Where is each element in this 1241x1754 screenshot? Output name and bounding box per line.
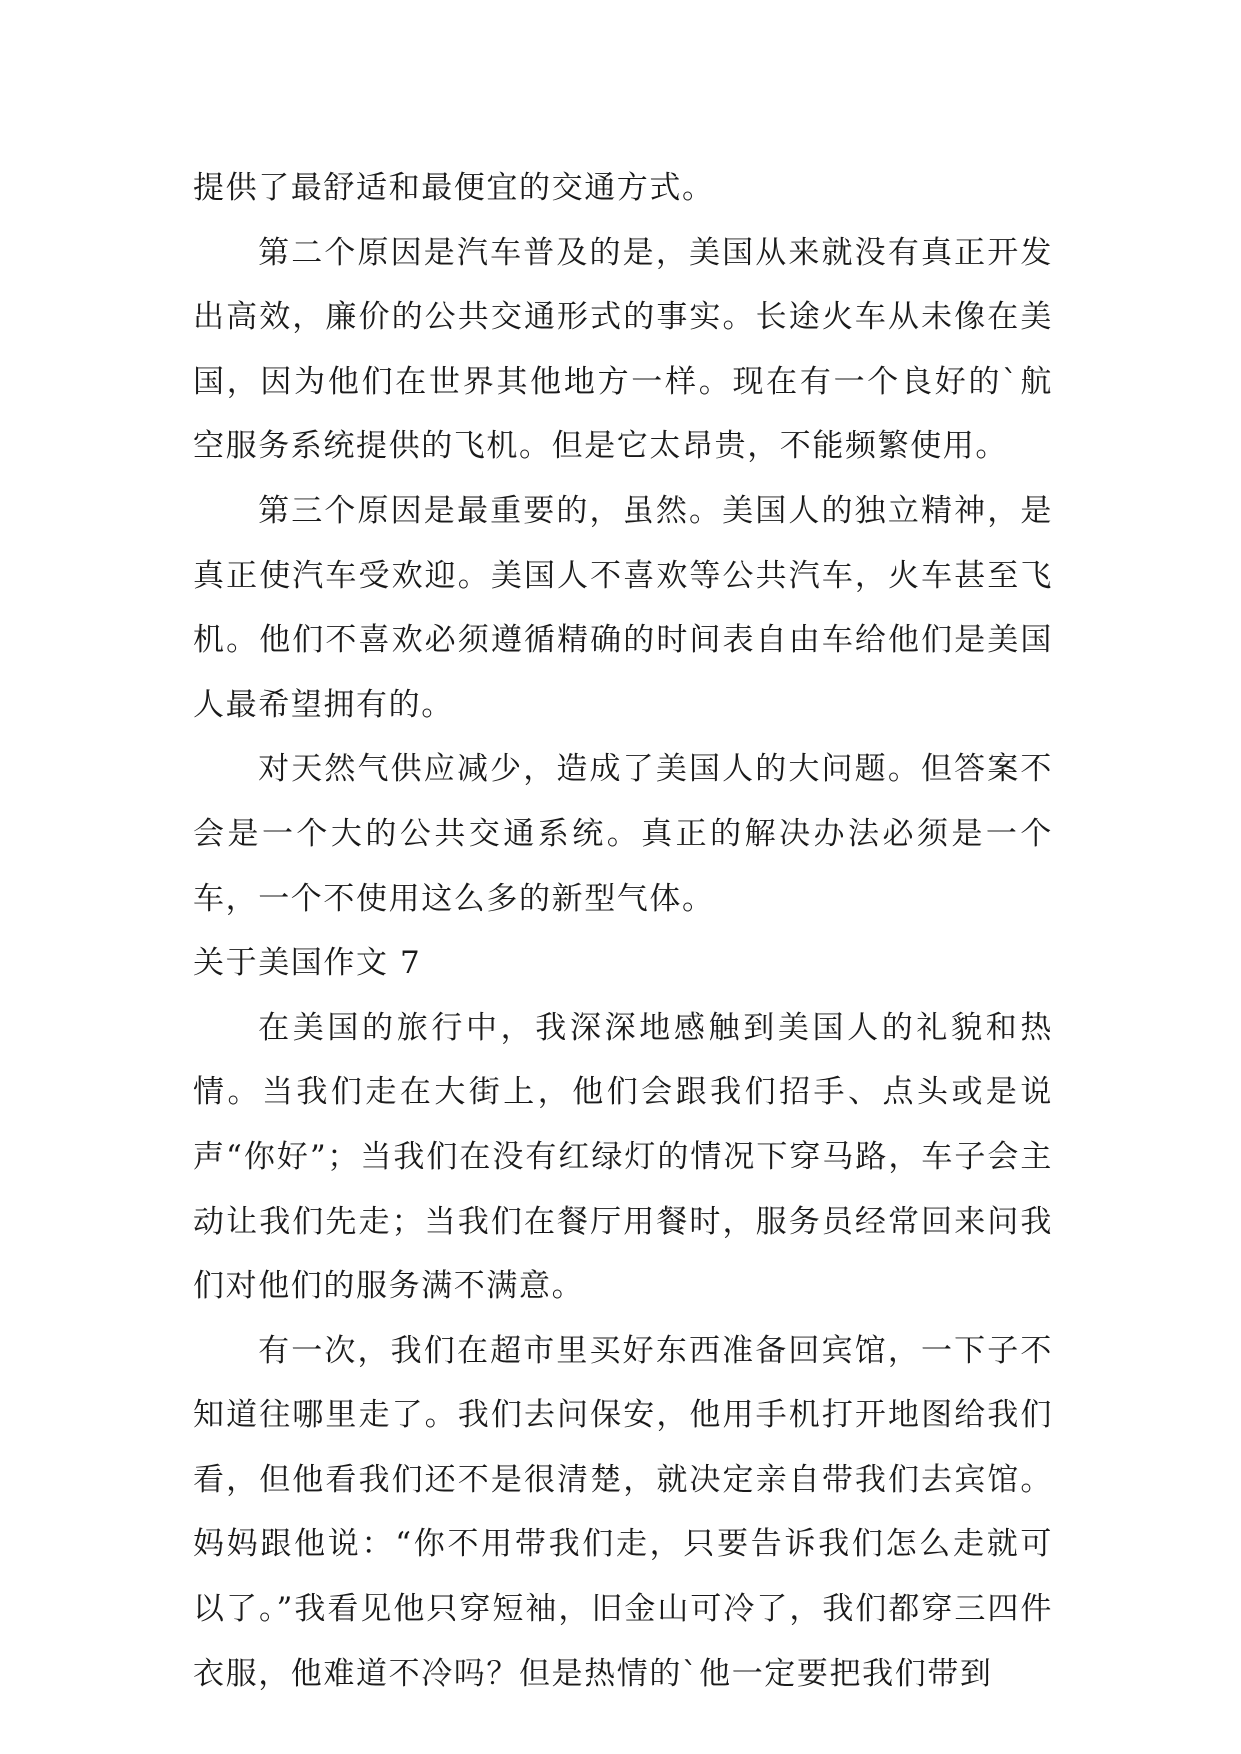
section-heading: 关于美国作文 7 xyxy=(193,945,422,982)
paragraph: 提供了最舒适和最便宜的交通方式。 xyxy=(193,170,715,206)
paragraph: 第三个原因是最重要的，虽然。美国人的独立精神，是真正使汽车受欢迎。美国人不喜欢等公共汽车，火车甚至飞机。他们不喜欢必须遵循精确的时间表自由车给他们是美国人最希望拥有的。 xyxy=(193,492,1053,723)
paragraph: 有一次，我们在超市里买好东西准备回宾馆，一下子不知道往哪里走了。我们去问保安，他用手机打开地图给我们看，但他看我们还不是很清楚，就决定亲自带我们去宾馆。妈妈跟他说：“你不用带我们走，只要告诉我们怎么走就可以了。”我看见他只穿短袖，旧金山可冷了，我们都穿三四件衣服，他难道不冷吗？但是热情的`他一定要把我们带到 xyxy=(193,1332,1053,1692)
document-body xyxy=(193,156,1053,1706)
paragraph: 对天然气供应减少，造成了美国人的大问题。但答案不会是一个大的公共交通系统。真正的解决办法必须是一个车，一个不使用这么多的新型气体。 xyxy=(193,751,1053,917)
paragraph: 在美国的旅行中，我深深地感触到美国人的礼貌和热情。当我们走在大街上，他们会跟我们招手、点头或是说声“你好”；当我们在没有红绿灯的情况下穿马路，车子会主动让我们先走；当我们在餐厅用餐时，服务员经常回来问我们对他们的服务满不满意。 xyxy=(193,1009,1053,1305)
paragraph: 第二个原因是汽车普及的是，美国从来就没有真正开发出高效，廉价的公共交通形式的事实。长途火车从未像在美国，因为他们在世界其他地方一样。现在有一个良好的`航空服务系统提供的飞机。但是它太昂贵，不能频繁使用。 xyxy=(193,234,1053,465)
